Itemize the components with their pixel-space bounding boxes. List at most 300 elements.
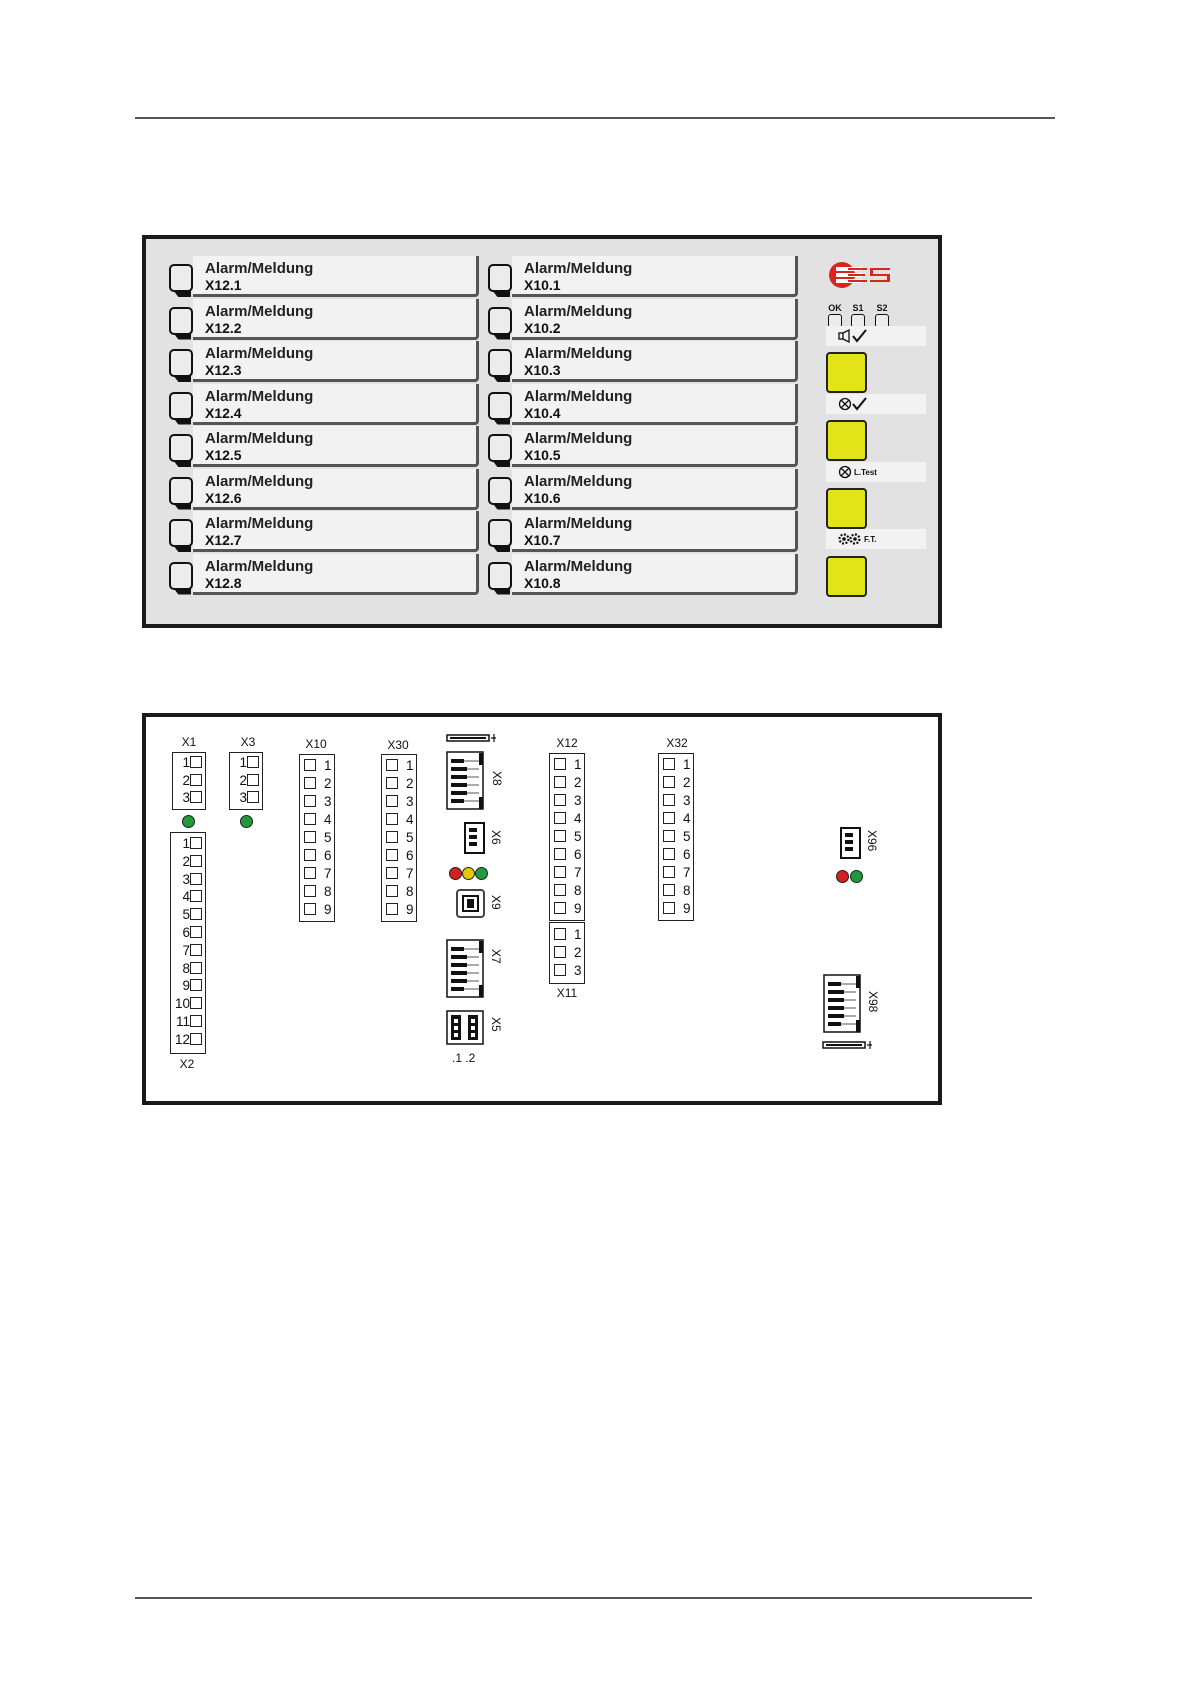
pin-contact <box>190 791 202 803</box>
terminal-label-x1: X1 <box>181 735 197 749</box>
pin-number: 2 <box>239 772 247 788</box>
terminal-pin <box>554 828 582 846</box>
terminal-pin <box>554 846 582 864</box>
terminal-pin <box>304 793 332 811</box>
alarm-label <box>512 299 798 340</box>
pin-number: 9 <box>324 902 332 917</box>
alarm-label <box>512 469 798 510</box>
pin-number: 4 <box>182 889 190 905</box>
terminal-pin <box>386 811 414 829</box>
alarm-label-line1: Alarm/Meldung <box>524 260 633 277</box>
terminal-label-x10: X10 <box>305 737 327 751</box>
pin-number: 9 <box>574 901 582 916</box>
pin-number: 7 <box>324 866 332 881</box>
alarm-label-line1: Alarm/Meldung <box>205 557 314 575</box>
pin-number: 5 <box>574 829 582 844</box>
jst-connector-icon <box>840 827 862 859</box>
terminal-pin <box>554 810 582 828</box>
alarm-label-line1: Alarm/Meldung <box>524 472 633 490</box>
terminal-pin <box>182 835 202 853</box>
pin-number: 6 <box>683 847 691 862</box>
alarm-label-line2: X10.4 <box>524 404 561 421</box>
alarm-label <box>512 511 798 552</box>
pin-number: 1 <box>239 755 247 770</box>
pin-number: 6 <box>406 848 414 863</box>
pin-contact <box>554 884 566 896</box>
pin-number: 2 <box>324 776 332 791</box>
pin-number: 3 <box>182 790 190 805</box>
alarm-indicator <box>488 554 798 594</box>
alarm-label-line1: Alarm/Meldung <box>524 387 633 405</box>
pin-contact <box>663 776 675 788</box>
terminal-pin <box>304 811 332 829</box>
status-led-s1 <box>846 303 870 328</box>
terminal-pin <box>663 756 691 774</box>
alarm-led <box>488 392 512 420</box>
pin-number: 6 <box>182 925 190 940</box>
pin-contact <box>190 926 202 938</box>
status-led-ok <box>823 303 847 328</box>
pin-contact <box>304 795 316 807</box>
terminal-pin <box>182 772 202 790</box>
alarm-label-line1: Alarm/Meldung <box>205 345 314 362</box>
alarm-led <box>169 264 193 292</box>
alarm-led <box>488 519 512 547</box>
pin-contact <box>663 830 675 842</box>
panel-button-4[interactable] <box>826 556 867 597</box>
button-legend <box>826 326 926 346</box>
pin-number: 3 <box>182 871 190 887</box>
alarm-label <box>512 256 798 297</box>
alarm-label-line2: X10.1 <box>524 277 561 293</box>
pin-number: 1 <box>574 757 582 772</box>
pin-contact <box>190 873 202 885</box>
terminal-pin <box>175 995 202 1013</box>
footer-rule <box>135 1597 1032 1599</box>
alarm-label <box>193 256 479 297</box>
alarm-label-line1: Alarm/Meldung <box>205 260 314 277</box>
terminal-pin <box>182 906 202 924</box>
pin-number: 5 <box>683 829 691 844</box>
connector-label-x96: X96 <box>865 830 879 852</box>
pin-contact <box>190 908 202 920</box>
alarm-label-line1: Alarm/Meldung <box>524 302 633 320</box>
pin-contact <box>663 794 675 806</box>
alarm-indicator <box>169 511 479 551</box>
status-led-label: S1 <box>852 303 864 313</box>
connector-label-x7: X7 <box>489 949 503 964</box>
alarm-label-line2: X12.2 <box>205 319 242 336</box>
pin-contact <box>247 791 259 803</box>
pin-contact <box>554 866 566 878</box>
ground-bar-top-icon <box>446 732 498 744</box>
terminal-pin <box>386 847 414 865</box>
front-panel <box>142 235 942 628</box>
terminal-pin <box>182 871 202 889</box>
pin-contact <box>386 759 398 771</box>
pin-number: 1 <box>406 758 414 773</box>
pin-number: 9 <box>182 978 190 994</box>
rj45-icon <box>823 974 865 1034</box>
pin-contact <box>190 1015 202 1027</box>
terminal-pin <box>386 757 414 775</box>
terminal-pin <box>554 864 582 882</box>
pin-contact <box>663 884 675 896</box>
alarm-indicator <box>488 384 798 424</box>
status-led-green <box>475 867 488 880</box>
terminal-pin <box>554 900 582 918</box>
terminal-pin <box>386 865 414 883</box>
pin-contact <box>304 831 316 843</box>
status-led-green <box>850 870 863 883</box>
alarm-led <box>488 307 512 335</box>
usb-b-icon <box>456 889 486 919</box>
terminal-label-x30: X30 <box>387 738 409 752</box>
connector-label-x9: X9 <box>489 895 503 910</box>
pin-contact <box>304 759 316 771</box>
alarm-label <box>512 554 798 595</box>
pin-number: 3 <box>406 794 414 809</box>
pin-contact <box>386 813 398 825</box>
terminal-pin <box>554 926 582 944</box>
jst-connector-icon <box>464 822 486 854</box>
terminal-x12 <box>549 753 585 921</box>
terminal-pin <box>386 775 414 793</box>
pin-contact <box>554 812 566 824</box>
alarm-label <box>512 384 798 425</box>
pin-contact <box>304 777 316 789</box>
alarm-label <box>193 341 479 382</box>
connector-label-x5: X5 <box>489 1017 503 1032</box>
alarm-label-line2: X10.8 <box>524 574 561 591</box>
alarm-indicator <box>488 511 798 551</box>
alarm-led <box>488 477 512 505</box>
terminal-pin <box>182 977 202 995</box>
alarm-label <box>193 384 479 425</box>
status-led-yellow <box>462 867 475 880</box>
terminal-pin <box>182 960 202 978</box>
alarm-label-line2: X10.6 <box>524 489 561 506</box>
gears-icon <box>838 532 862 546</box>
pin-contact <box>190 774 202 786</box>
alarm-label-line2: X12.5 <box>205 447 242 463</box>
pin-number: 9 <box>406 902 414 917</box>
alarm-label-line1: Alarm/Meldung <box>205 472 314 490</box>
pin-number: 5 <box>406 830 414 845</box>
pin-contact <box>386 885 398 897</box>
alarm-indicator <box>488 341 798 381</box>
button-legend <box>826 394 926 414</box>
pin-contact <box>554 830 566 842</box>
pin-number: 5 <box>182 907 190 923</box>
pin-number: 8 <box>324 884 332 899</box>
terminal-label-x32: X32 <box>666 736 688 750</box>
terminal-x3 <box>229 752 263 810</box>
alarm-label-line2: X12.1 <box>205 277 242 293</box>
alarm-label-line1: Alarm/Meldung <box>524 430 633 447</box>
alarm-indicator <box>169 384 479 424</box>
connector-label-x6: X6 <box>489 830 503 845</box>
alarm-indicator <box>488 299 798 339</box>
pin-contact <box>247 774 259 786</box>
pin-number: 3 <box>574 793 582 808</box>
pin-number: 10 <box>174 996 190 1012</box>
terminal-pin <box>304 775 332 793</box>
terminal-label-x2: X2 <box>179 1057 195 1071</box>
pin-number: 8 <box>574 883 582 898</box>
alarm-label-line2: X12.7 <box>205 532 242 548</box>
pin-contact <box>663 812 675 824</box>
pin-number: 7 <box>683 865 691 880</box>
pin-contact <box>190 756 202 768</box>
alarm-indicator <box>169 341 479 381</box>
pin-contact <box>554 758 566 770</box>
terminal-x1 <box>172 752 206 810</box>
alarm-led <box>169 434 193 462</box>
panel-button-2[interactable] <box>826 420 867 461</box>
terminal-pin <box>304 865 332 883</box>
alarm-label-line2: X10.7 <box>524 532 561 548</box>
pin-number: 3 <box>324 794 332 809</box>
pin-number: 2 <box>406 776 414 791</box>
terminal-pin <box>304 847 332 865</box>
alarm-led <box>169 392 193 420</box>
terminal-x32 <box>658 753 694 921</box>
alarm-label <box>193 469 479 510</box>
pin-number: 4 <box>324 812 332 827</box>
rj45-icon <box>446 751 486 811</box>
alarm-label-line2: X12.8 <box>205 574 242 591</box>
pin-number: 1 <box>182 755 190 770</box>
pin-contact <box>304 849 316 861</box>
terminal-x10 <box>299 754 335 922</box>
terminal-pin <box>176 1013 202 1031</box>
pin-number: 7 <box>182 942 190 958</box>
pin-number: 1 <box>182 836 190 851</box>
terminal-label-x3: X3 <box>240 735 256 749</box>
terminal-x11 <box>549 922 585 984</box>
pin-number: 6 <box>574 847 582 862</box>
pin-number: 9 <box>683 901 691 916</box>
status-led-s2 <box>870 303 894 328</box>
alarm-indicator <box>488 469 798 509</box>
dual-connector-icon <box>446 1010 486 1046</box>
alarm-label-line1: Alarm/Meldung <box>524 515 633 532</box>
terminal-pin <box>554 792 582 810</box>
terminal-pin <box>663 810 691 828</box>
panel-button-3[interactable] <box>826 488 867 529</box>
alarm-led <box>488 349 512 377</box>
terminal-x2 <box>170 832 206 1054</box>
terminal-pin <box>182 942 202 960</box>
terminal-pin <box>663 846 691 864</box>
ground-bar-bottom-icon <box>822 1039 874 1051</box>
alarm-label <box>193 554 479 595</box>
terminal-pin <box>182 754 202 772</box>
status-led-x3 <box>240 815 253 828</box>
status-led-label: OK <box>828 303 842 313</box>
rj45-icon <box>446 939 486 999</box>
alarm-indicator <box>488 256 798 296</box>
lamp-icon <box>838 465 852 479</box>
terminal-pin <box>304 829 332 847</box>
connector-label-x98: X98 <box>866 991 880 1013</box>
pin-contact <box>304 813 316 825</box>
pin-number: 1 <box>324 758 332 773</box>
alarm-led <box>169 349 193 377</box>
pin-number: 11 <box>175 1014 190 1029</box>
terminal-x30 <box>381 754 417 922</box>
terminal-pin <box>239 789 259 807</box>
button-legend-text: F.T. <box>864 534 877 544</box>
alarm-label-line2: X12.3 <box>205 362 242 378</box>
status-led-label: S2 <box>876 303 888 313</box>
terminal-pin <box>554 774 582 792</box>
terminal-pin <box>304 757 332 775</box>
pin-contact <box>386 831 398 843</box>
pin-number: 3 <box>574 963 582 978</box>
pin-number: 4 <box>574 811 582 826</box>
terminal-pin <box>182 853 202 871</box>
alarm-led <box>169 307 193 335</box>
alarm-label <box>193 511 479 552</box>
pin-contact <box>663 848 675 860</box>
pin-contact <box>190 962 202 974</box>
pin-contact <box>190 1033 202 1045</box>
alarm-label <box>193 426 479 467</box>
alarm-label-line1: Alarm/Meldung <box>524 557 633 575</box>
pin-number: 5 <box>324 830 332 845</box>
alarm-indicator <box>169 256 479 296</box>
alarm-led <box>488 264 512 292</box>
terminal-pin <box>304 883 332 901</box>
alarm-label <box>512 426 798 467</box>
terminal-label-x12: X12 <box>556 736 578 750</box>
terminal-pin <box>386 829 414 847</box>
pin-number: 2 <box>574 945 582 960</box>
terminal-pin <box>386 901 414 919</box>
terminal-pin <box>554 756 582 774</box>
pin-contact <box>247 756 259 768</box>
x5-port-labels: .1 .2 <box>452 1051 476 1065</box>
pin-contact <box>190 837 202 849</box>
pin-contact <box>386 849 398 861</box>
pin-contact <box>663 758 675 770</box>
terminal-pin <box>663 882 691 900</box>
terminal-pin <box>663 900 691 918</box>
terminal-pin <box>239 772 259 790</box>
lamp-check-icon <box>838 397 872 411</box>
status-led-red <box>449 867 462 880</box>
pin-number: 1 <box>574 927 582 942</box>
terminal-pin <box>386 883 414 901</box>
terminal-pin <box>304 901 332 919</box>
alarm-label-line2: X12.4 <box>205 404 242 421</box>
pin-number: 8 <box>683 883 691 898</box>
alarm-label-line2: X10.3 <box>524 362 561 378</box>
pin-contact <box>554 794 566 806</box>
terminal-pin <box>182 924 202 942</box>
alarm-indicator <box>169 299 479 339</box>
panel-button-1[interactable] <box>826 352 867 393</box>
terminal-pin <box>663 864 691 882</box>
terminal-pin <box>554 944 582 962</box>
alarm-led <box>488 434 512 462</box>
button-legend <box>826 462 926 482</box>
status-led-x1 <box>182 815 195 828</box>
alarm-label-line1: Alarm/Meldung <box>524 345 633 362</box>
terminal-pin <box>182 888 202 906</box>
terminal-pin <box>239 754 259 772</box>
alarm-label <box>512 341 798 382</box>
pin-number: 2 <box>182 853 190 869</box>
pin-contact <box>386 867 398 879</box>
alarm-label-line2: X10.5 <box>524 447 561 463</box>
header-rule <box>135 117 1055 119</box>
pin-contact <box>386 777 398 789</box>
alarm-led <box>488 562 512 590</box>
pin-contact <box>304 903 316 915</box>
status-led-red <box>836 870 849 883</box>
pin-number: 7 <box>574 865 582 880</box>
pin-contact <box>386 903 398 915</box>
alarm-label-line1: Alarm/Meldung <box>205 302 314 320</box>
terminal-pin <box>663 792 691 810</box>
terminal-pin <box>175 1031 202 1049</box>
pin-contact <box>554 964 566 976</box>
pin-contact <box>554 928 566 940</box>
alarm-indicator <box>488 426 798 466</box>
pin-number: 2 <box>574 775 582 790</box>
terminal-pin <box>554 882 582 900</box>
pin-number: 2 <box>683 775 691 790</box>
alarm-label-line2: X10.2 <box>524 319 561 336</box>
horn-check-icon <box>838 329 872 343</box>
alarm-label-line1: Alarm/Meldung <box>205 430 314 447</box>
terminal-pin <box>663 828 691 846</box>
pin-number: 3 <box>239 790 247 805</box>
pin-contact <box>554 776 566 788</box>
pin-contact <box>304 867 316 879</box>
pin-number: 4 <box>406 812 414 827</box>
pin-number: 2 <box>182 772 190 788</box>
pin-contact <box>190 890 202 902</box>
alarm-label-line1: Alarm/Meldung <box>205 515 314 532</box>
pin-number: 1 <box>683 757 691 772</box>
terminal-pin <box>182 789 202 807</box>
pin-number: 3 <box>683 793 691 808</box>
alarm-label-line2: X12.6 <box>205 489 242 506</box>
alarm-led <box>169 562 193 590</box>
button-legend <box>826 529 926 549</box>
pin-number: 12 <box>174 1031 190 1047</box>
back-panel <box>142 713 942 1105</box>
pin-contact <box>554 902 566 914</box>
terminal-pin <box>386 793 414 811</box>
button-legend-text: L.Test <box>854 467 877 477</box>
pin-number: 6 <box>324 848 332 863</box>
company-logo <box>828 259 898 291</box>
pin-contact <box>190 944 202 956</box>
pin-number: 7 <box>406 866 414 881</box>
terminal-pin <box>554 962 582 980</box>
pin-contact <box>663 866 675 878</box>
connector-label-x8: X8 <box>490 771 504 786</box>
pin-contact <box>554 946 566 958</box>
pin-contact <box>304 885 316 897</box>
alarm-led <box>169 519 193 547</box>
alarm-indicator <box>169 426 479 466</box>
